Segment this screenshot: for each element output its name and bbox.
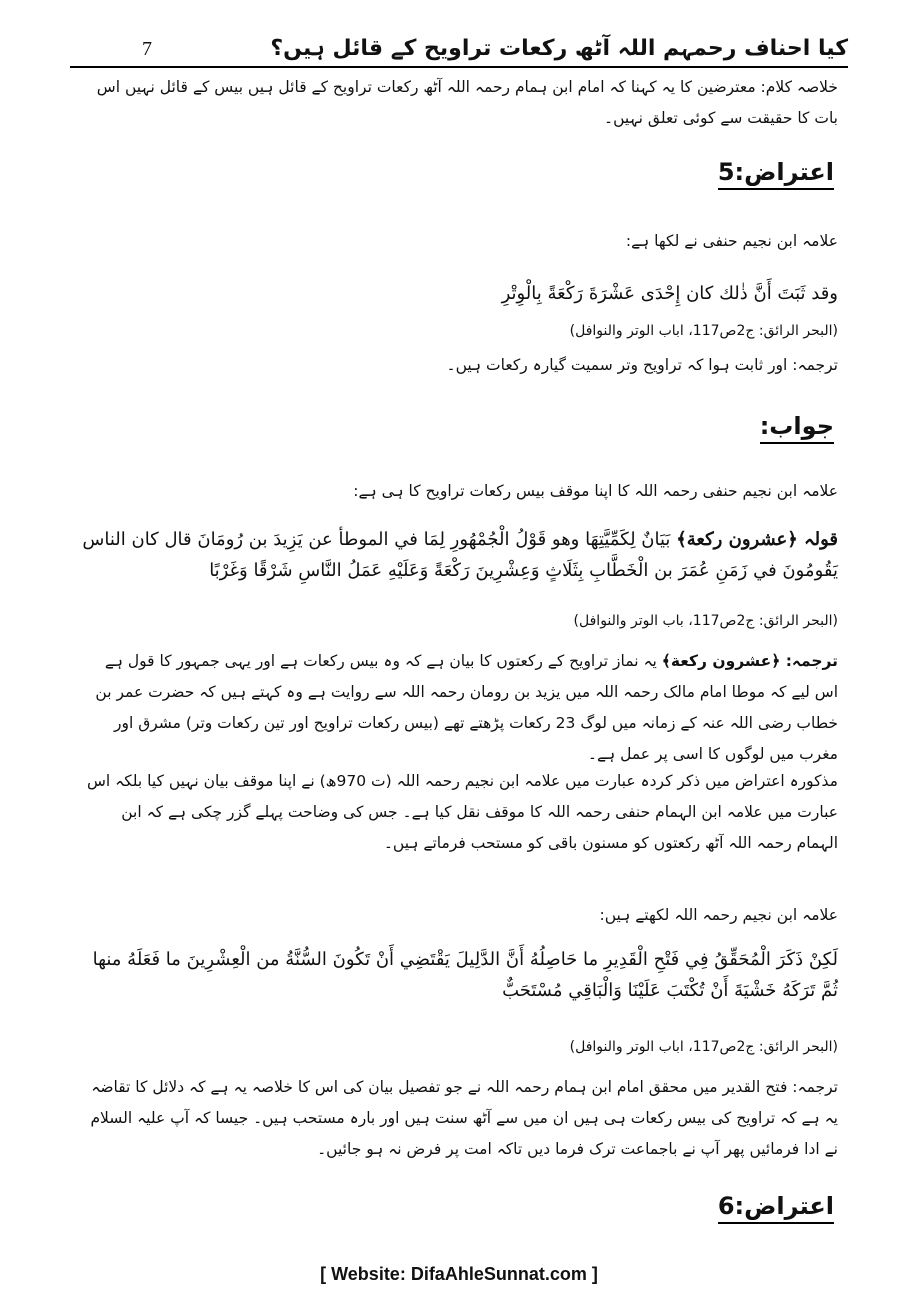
page-header <box>70 34 848 64</box>
running-title: کیا احناف رحمہم اللہ آٹھ رکعات تراویح کے قائل ہیں؟ <box>270 36 848 61</box>
answer-heading: جواب: <box>760 412 834 444</box>
objection-5-translation: ترجمہ: اور ثابت ہوا کہ تراویح وتر سمیت گیارہ رکعات ہیں۔ <box>446 356 838 374</box>
answer-lead: علامہ ابن نجیم حنفی رحمہ اللہ کا اپنا موقف بیس رکعات تراویح کا ہی ہے: <box>353 482 838 500</box>
objection-5-lead: علامہ ابن نجیم حنفی نے لکھا ہے: <box>625 232 838 250</box>
objection-6-heading: اعتراض:6 <box>718 1192 834 1224</box>
answer-reference: (البحر الرائق: ج2ص117، باب الوتر والنوافل) <box>573 613 838 629</box>
quote-text: بَيَانٌ لِكَمِّيَّتِهَا وهو قَوْلُ الْجُمْهُورِ لِمَا في الموطأ عن يَزِيدَ بن رُومَانَ قال كان الناس يَقُومُونَ في زَمَنِ عُمَرَ بن الْخَطَّابِ بِثَلَاثٍ وَعِشْرِينَ رَكْعَةً وَعَلَيْهِ عَمَلُ النَّاسِ شَرْقًا وَغَرْبًا <box>82 529 838 581</box>
objection-5-heading: اعتراض:5 <box>718 158 834 190</box>
answer-lead-2: علامہ ابن نجیم رحمہ اللہ لکھتے ہیں: <box>599 906 838 924</box>
answer-arabic-quote-2: لَكِنْ ذَكَرَ الْمُحَقِّقُ فِي فَتْحِ الْقَدِيرِ ما حَاصِلُهُ أَنَّ الدَّلِيلَ يَقْتَضِي أَنْ تَكُونَ السُّنَّةُ من الْعِشْرِينَ ما فَعَلَهُ منها ثُمَّ تَرَكَهُ خَشْيَةَ أَنْ تُكْتَبَ عَلَيْنَا وَالْبَاقِي مُسْتَحَبٌّ <box>92 949 838 1001</box>
objection-5-reference: (البحر الرائق: ج2ص117، اباب الوتر والنوافل) <box>569 323 838 339</box>
answer-translation <box>80 646 838 770</box>
quote-label: قولہ ﴿عشرون ركعة﴾ <box>676 529 838 550</box>
objection-5-arabic-quote: وقد ثَبَتَ أَنَّ ذٰلك كان إِحْدَى عَشْرَةَ رَكْعَةً بِالْوِتْرِ <box>501 283 838 304</box>
translation-label: ترجمہ: ﴿عشرون ركعة﴾ <box>661 652 838 670</box>
explanation-paragraph: مذکورہ اعتراض میں ذکر کردہ عبارت میں علامہ ابن نجیم رحمہ اللہ (ت 970ھ) نے اپنا موقف بیان نہیں کیا بلکہ اس عبارت میں علامہ ابن الہمام حنفی رحمہ اللہ کا موقف نقل کیا ہے۔ جس کی وضاحت پہلے گزر چکی ہے کہ ابن الہمام رحمہ اللہ آٹھ رکعتوں کو مسنون باقی کو مستحب فرماتے ہیں۔ <box>86 772 838 852</box>
answer-reference-2: (البحر الرائق: ج2ص117، اباب الوتر والنوافل) <box>569 1039 838 1055</box>
answer-translation-2: ترجمہ: فتح القدیر میں محقق امام ابن ہمام رحمہ اللہ نے جو تفصیل بیان کی اس کا خلاصہ یہ ہے کہ دلائل کا تقاضہ یہ ہے کہ تراویح کی بیس رکعات ہی ہیں ان میں سے آٹھ سنت ہیں اور بارہ مستحب ہیں۔ جیسا کہ آپ علیہ السلام نے ادا فرمائیں پھر آپ نے باجماعت ترک فرما دیں تاکہ امت پر فرض نہ ہو جائیں۔ <box>90 1078 838 1158</box>
conclusion-paragraph: خلاصہ کلام: معترضین کا یہ کہنا کہ امام ابن ہمام رحمہ اللہ آٹھ رکعات تراویح کے قائل ہیں بیس کے قائل نہیں اس بات کا حقیقت سے کوئی تعلق نہیں۔ <box>96 78 838 127</box>
page-number: 7 <box>142 38 152 60</box>
header-rule <box>70 66 848 68</box>
website-footer: [ Website: DifaAhleSunnat.com ] <box>320 1264 598 1284</box>
answer-arabic-quote <box>80 524 838 586</box>
translation-text: یہ نماز تراویح کے رکعتوں کا بیان ہے کہ وہ بیس رکعات ہے اور یہی جمہور کا قول ہے اس لیے کہ موطا امام مالک رحمہ اللہ میں یزید بن رومان رحمہ اللہ سے روایت ہے وہ کہتے ہیں کہ حضرت عمر بن خطاب رضی اللہ عنہ کے زمانہ میں لوگ 23 رکعات پڑھتے تھے (بیس رکعات تراویح اور تین رکعات وتر) مشرق اور مغرب میں لوگوں کا اسی پر عمل ہے۔ <box>95 652 838 763</box>
